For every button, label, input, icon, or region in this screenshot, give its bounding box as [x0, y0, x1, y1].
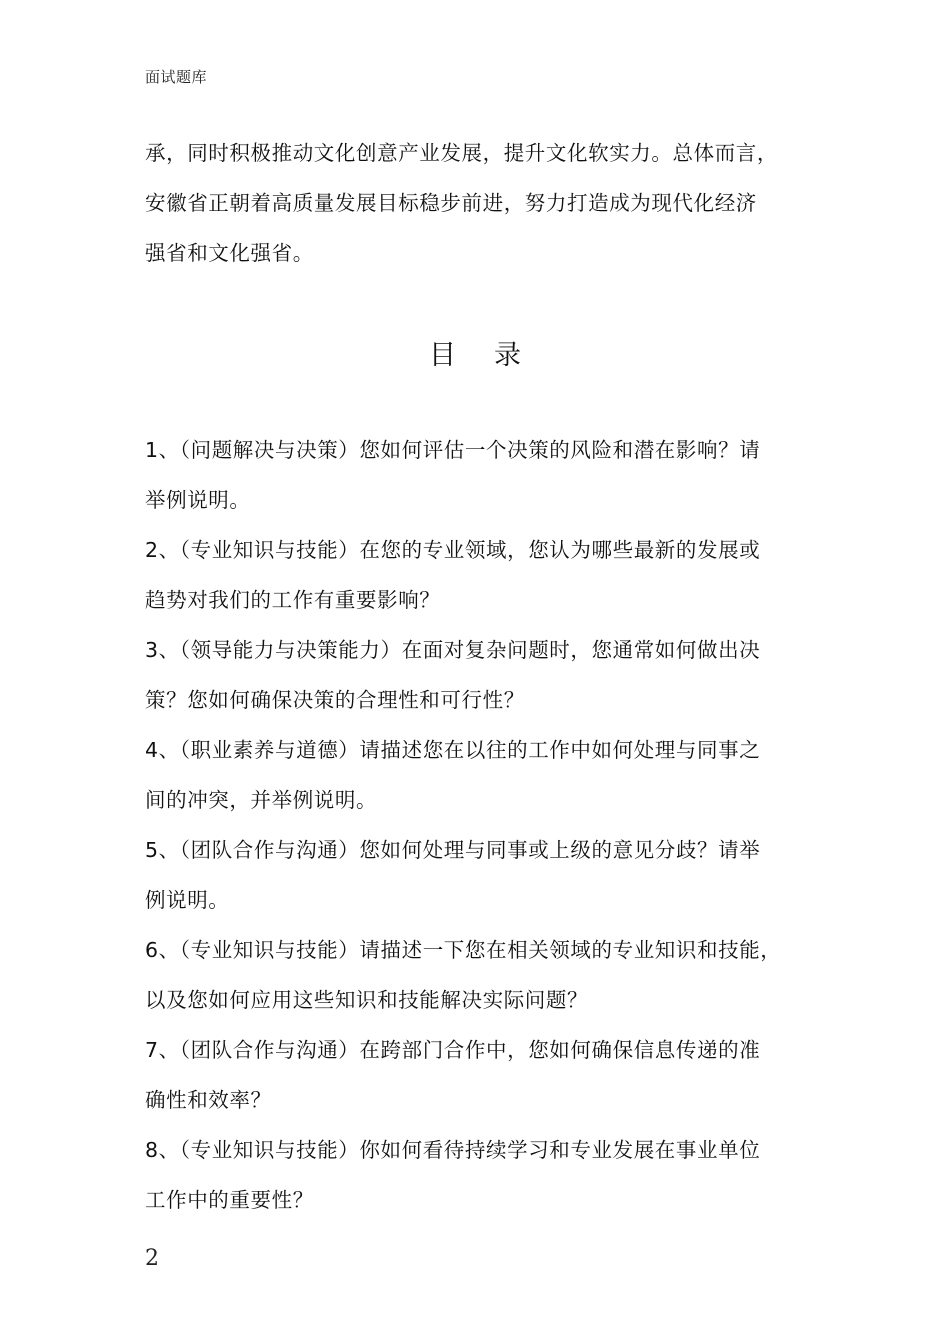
toc-item-line: 4、（职业素养与道德）请描述您在以往的工作中如何处理与同事之	[145, 738, 761, 762]
toc-item-line: 1、（问题解决与决策）您如何评估一个决策的风险和潜在影响？请	[145, 438, 761, 462]
toc-item-line: 工作中的重要性？	[145, 1188, 314, 1212]
toc-item-7[interactable]	[145, 1025, 835, 1125]
toc-item-line: 趋势对我们的工作有重要影响？	[145, 588, 441, 612]
page-header: 面试题库	[145, 68, 208, 86]
toc-item-line: 以及您如何应用这些知识和技能解决实际问题？	[145, 988, 589, 1012]
toc-item-3[interactable]	[145, 625, 835, 725]
toc-item-1[interactable]	[145, 425, 835, 525]
intro-line: 强省和文化强省。	[145, 241, 314, 265]
table-of-contents	[145, 425, 835, 1225]
toc-item-line: 7、（团队合作与沟通）在跨部门合作中，您如何确保信息传递的准	[145, 1038, 761, 1062]
toc-item-4[interactable]	[145, 725, 835, 825]
toc-item-line: 8、（专业知识与技能）你如何看待持续学习和专业发展在事业单位	[145, 1138, 761, 1162]
toc-item-line: 2、（专业知识与技能）在您的专业领域，您认为哪些最新的发展或	[145, 538, 761, 562]
intro-line: 承，同时积极推动文化创意产业发展，提升文化软实力。总体而言，	[145, 141, 778, 165]
toc-item-6[interactable]	[145, 925, 835, 1025]
toc-item-2[interactable]	[145, 525, 835, 625]
toc-item-line: 举例说明。	[145, 488, 251, 512]
toc-title: 目录	[429, 340, 559, 371]
toc-item-line: 间的冲突，并举例说明。	[145, 788, 378, 812]
toc-item-8[interactable]	[145, 1125, 835, 1225]
toc-item-line: 6、（专业知识与技能）请描述一下您在相关领域的专业知识和技能，	[145, 938, 782, 962]
toc-item-line: 确性和效率？	[145, 1088, 272, 1112]
toc-item-line: 5、（团队合作与沟通）您如何处理与同事或上级的意见分歧？请举	[145, 838, 761, 862]
toc-item-line: 例说明。	[145, 888, 230, 912]
intro-paragraph	[145, 128, 825, 278]
page-number: 2	[145, 1246, 159, 1271]
toc-item-5[interactable]	[145, 825, 835, 925]
toc-item-line: 策？您如何确保决策的合理性和可行性？	[145, 688, 525, 712]
toc-item-line: 3、（领导能力与决策能力）在面对复杂问题时，您通常如何做出决	[145, 638, 761, 662]
intro-line: 安徽省正朝着高质量发展目标稳步前进，努力打造成为现代化经济	[145, 191, 757, 215]
